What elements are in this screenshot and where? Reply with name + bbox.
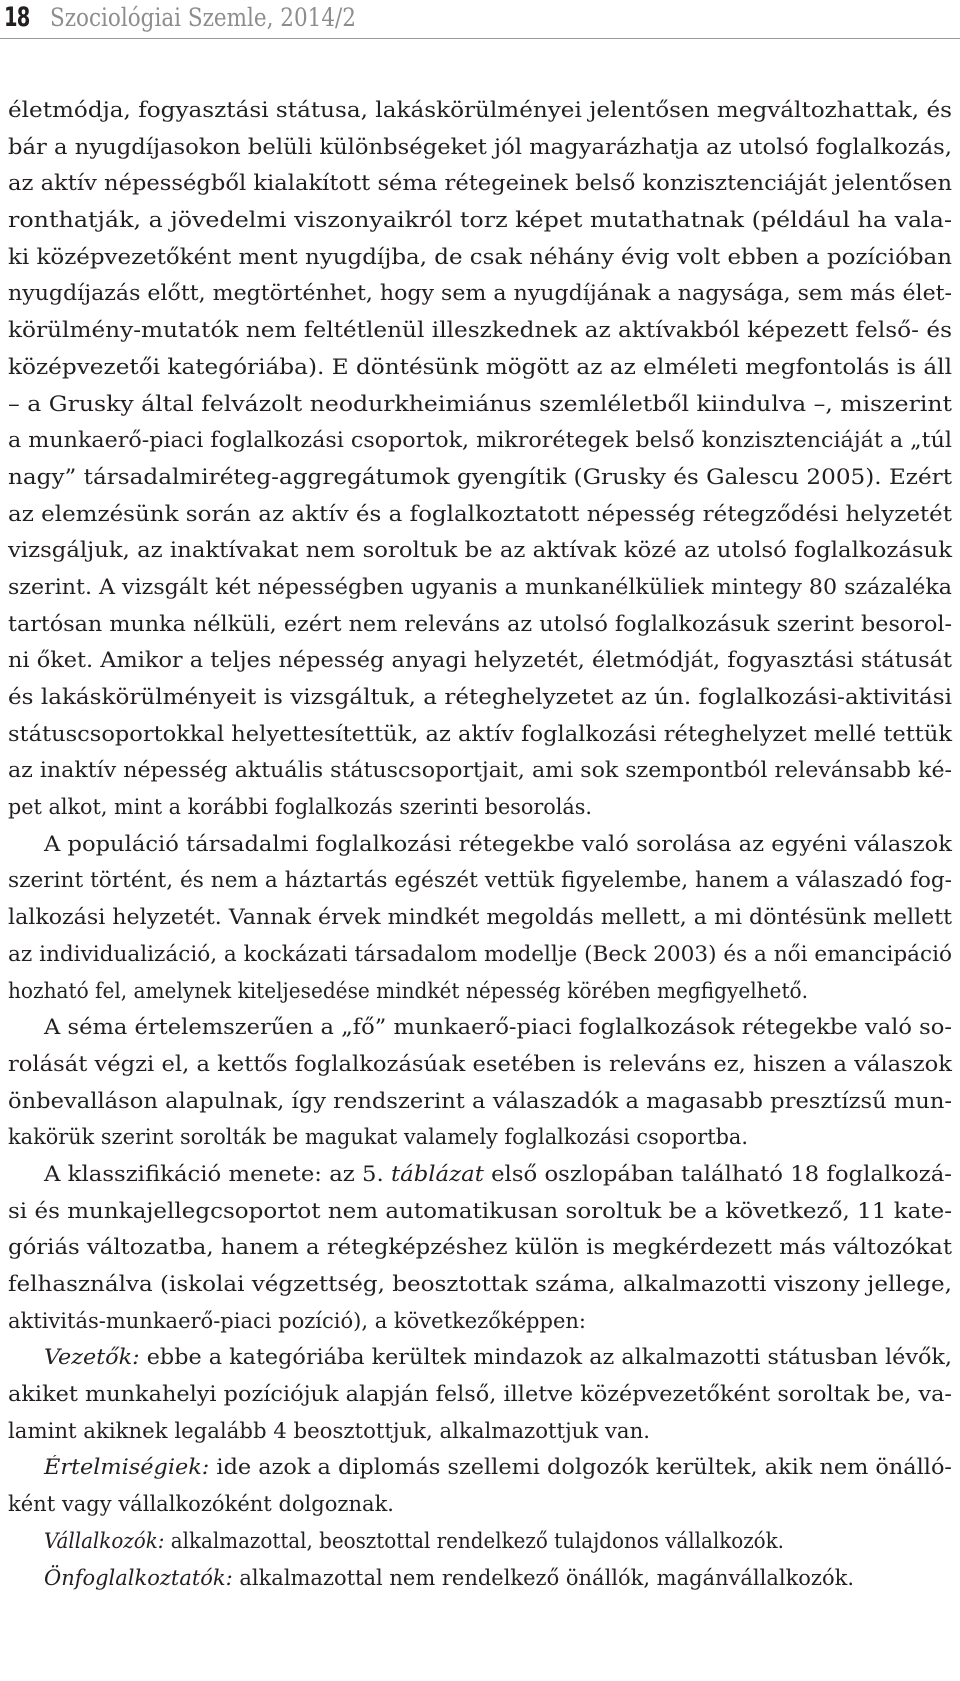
text-line: [8, 569, 960, 606]
category-term: Vezetők:: [44, 1345, 140, 1370]
text-line: [8, 202, 960, 239]
text-line: [8, 1009, 960, 1046]
running-header: [0, 0, 960, 40]
category-term: Önfoglalkoztatók:: [44, 1565, 233, 1590]
line-text: A séma értelemszerűen a „fő” munkaerő-piaci foglalkozások rétegekbe való so-: [44, 1015, 953, 1040]
text-line: [8, 1339, 960, 1376]
text-line: [8, 1156, 960, 1193]
body-text: [8, 92, 960, 1596]
text-line: [8, 752, 960, 789]
category-term: táblázat: [390, 1161, 484, 1186]
line-text: nagy” társadalmiréteg-aggregátumok gyengítik (Grusky és Galescu 2005). Ezért: [8, 464, 952, 489]
line-text: A populáció társadalmi foglalkozási rétegekbe való sorolása az egyéni válaszok: [44, 831, 952, 856]
line-text: [44, 1560, 854, 1597]
header-rule: [0, 38, 960, 39]
line-text: kakörük szerint sorolták be magukat valamely foglalkozási csoportba.: [8, 1125, 748, 1150]
line-text: státuscsoportokkal helyettesítettük, az aktív foglalkozási réteghelyzet mellé tettük: [8, 721, 952, 746]
line-text: szerint történt, és nem a háztartás egészét vettük figyelembe, hanem a válaszadó fog-: [8, 868, 953, 893]
text-segment: ide azok a diplomás szellemi dolgozók kerültek, akik nem önálló-: [209, 1455, 952, 1480]
line-text: si és munkajellegcsoportot nem automatikusan soroltuk be a következő, 11 kate-: [8, 1198, 952, 1223]
line-text: bár a nyugdíjasokon belüli különbségeket jól magyarázhatja az utolsó foglalkozás,: [8, 134, 952, 159]
text-line: [8, 826, 960, 863]
text-line: [8, 1523, 960, 1560]
text-line: [8, 642, 960, 679]
text-segment: alkalmazottal, beosztottal rendelkező tulajdonos vállalkozók.: [164, 1528, 784, 1553]
category-term: Vállalkozók:: [44, 1528, 165, 1553]
text-line: [8, 1046, 960, 1083]
text-line: [8, 1193, 960, 1230]
text-line: [8, 899, 960, 936]
text-segment: első oszlopában található 18 foglalkozá-: [483, 1161, 952, 1186]
line-text: szerint. A vizsgált két népességben ugyanis a munkanélküliek mintegy 80 százaléka: [8, 574, 953, 599]
line-text: ni őket. Amikor a teljes népesség anyagi helyzetét, életmódját, fogyasztási státusát: [8, 648, 952, 673]
line-text: pet alkot, mint a korábbi foglalkozás szerinti besorolás.: [8, 795, 592, 820]
line-text: felhasználva (iskolai végzettség, beosztottak száma, alkalmazotti viszony jellege,: [8, 1272, 952, 1296]
line-text: akiket munkahelyi pozíciójuk alapján felső, illetve középvezetőként soroltak be, va-: [8, 1382, 952, 1407]
text-line: [8, 606, 960, 643]
text-line: [8, 1266, 960, 1303]
line-text: ronthatják, a jövedelmi viszonyaikról torz képet mutathatnak (például ha vala-: [8, 208, 952, 233]
line-text: az individualizáció, a kockázati társadalom modellje (Beck 2003) és a női emancipáció: [8, 941, 952, 966]
text-line: [8, 1083, 960, 1120]
line-text: [44, 1339, 952, 1376]
text-line: [8, 312, 960, 349]
text-line: [8, 679, 960, 716]
line-text: rolását végzi el, a kettős foglalkozásúak esetében is releváns ez, hiszen a válaszok: [8, 1051, 952, 1076]
text-line: [8, 1119, 960, 1156]
text-line: [8, 789, 960, 826]
line-text: a munkaerő-piaci foglalkozási csoportok, mikrorétegek belső konzisztenciáját a „túl: [8, 428, 952, 453]
text-line: [8, 936, 960, 973]
text-line: [8, 459, 960, 496]
line-text: ként vagy vállalkozóként dolgoznak.: [8, 1492, 395, 1517]
line-text: góriás változatba, hanem a rétegképzéshez külön is megkérdezett más változókat: [8, 1235, 953, 1260]
category-term: Értelmiségiek:: [44, 1455, 210, 1480]
line-text: életmódja, fogyasztási státusa, lakáskörülményei jelentősen megváltozhattak, és: [8, 98, 952, 122]
line-text: nyugdíjazás előtt, megtörténhet, hogy sem a nyugdíjának a nagysága, sem más élet-: [8, 281, 953, 306]
line-text: önbevalláson alapulnak, így rendszerint a válaszadók a magasabb presztízsű mun-: [8, 1088, 952, 1113]
line-text: lamint akiknek legalább 4 beosztottjuk, alkalmazottjuk van.: [8, 1418, 650, 1443]
text-line: [8, 1560, 960, 1597]
line-text: aktivitás-munkaerő-piaci pozíció), a következőképpen:: [8, 1308, 586, 1333]
text-line: [8, 716, 960, 753]
line-text: tartósan munka nélküli, ezért nem releváns az utolsó foglalkozásuk szerint besorol-: [8, 611, 952, 636]
line-text: körülmény-mutatók nem feltétlenül illeszkednek az aktívakból képezett felső- és: [8, 318, 952, 343]
text-line: [8, 1229, 960, 1266]
line-text: [44, 1523, 784, 1560]
text-segment: A klasszifikáció menete: az 5.: [44, 1161, 391, 1186]
line-text: az elemzésünk során az aktív és a foglalkoztatott népesség rétegződési helyzetét: [8, 501, 952, 526]
text-line: [8, 386, 960, 423]
text-line: [8, 349, 960, 386]
text-line: [8, 1376, 960, 1413]
text-line: [8, 1449, 960, 1486]
text-line: [8, 862, 960, 899]
text-line: [8, 165, 960, 202]
text-line: [8, 1303, 960, 1340]
line-text: – a Grusky által felvázolt neodurkheimiánus szemléletből kiindulva –, miszerint: [8, 391, 953, 416]
text-segment: alkalmazottal nem rendelkező önállók, magánvállalkozók.: [232, 1565, 854, 1590]
text-line: [8, 422, 960, 459]
line-text: vizsgáljuk, az inaktívakat nem soroltuk be az aktívak közé az utolsó foglalkozásuk: [8, 538, 952, 563]
line-text: az inaktív népesség aktuális státuscsoportjait, ami sok szempontból relevánsabb ké-: [8, 758, 952, 783]
text-line: [8, 1413, 960, 1450]
text-line: [8, 496, 960, 533]
line-text: lalkozási helyzetét. Vannak érvek mindkét megoldás mellett, a mi döntésünk mellett: [8, 905, 952, 930]
line-text: az aktív népességből kialakított séma rétegeinek belső konzisztenciáját jelentősen: [8, 171, 952, 196]
journal-title: Szociológiai Szemle, 2014/2: [50, 3, 356, 32]
line-text: középvezetői kategóriába). E döntésünk mögött az az elméleti megfontolás is áll: [8, 354, 953, 379]
text-line: [8, 92, 960, 129]
text-line: [8, 1486, 960, 1523]
line-text: hozható fel, amelynek kiteljesedése mindkét népesség körében megfigyelhető.: [8, 978, 808, 1003]
text-line: [8, 129, 960, 166]
text-line: [8, 239, 960, 276]
line-text: [44, 1449, 952, 1486]
line-text: [44, 1156, 952, 1193]
line-text: ki középvezetőként ment nyugdíjba, de csak néhány évig volt ebben a pozícióban: [8, 244, 952, 269]
text-segment: ebbe a kategóriába kerültek mindazok az alkalmazotti státusban lévők,: [139, 1345, 952, 1370]
line-text: és lakáskörülményeit is vizsgáltuk, a réteghelyzetet az ún. foglalkozási-aktivitási: [8, 685, 953, 709]
page-number: 18: [4, 2, 30, 33]
text-line: [8, 973, 960, 1010]
text-line: [8, 532, 960, 569]
text-line: [8, 275, 960, 312]
